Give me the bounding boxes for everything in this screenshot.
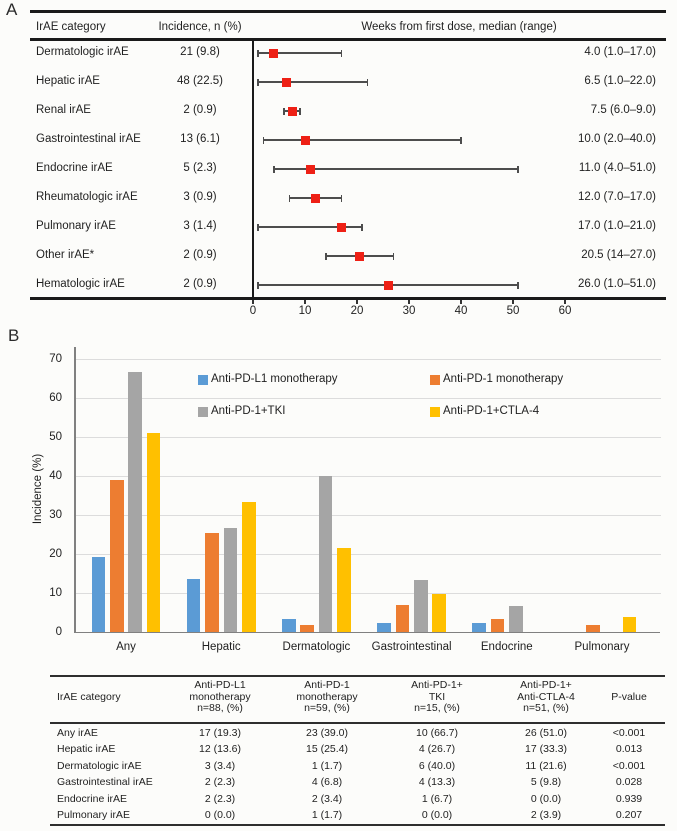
- forest-category-label: Pulmonary irAE: [36, 220, 116, 232]
- bar: [586, 625, 600, 632]
- bar: [396, 605, 410, 632]
- table-cell: 5 (9.8): [530, 776, 562, 789]
- legend-label: Anti-PD-1 monotherapy: [443, 373, 564, 385]
- table-header-line: n=15, (%): [414, 702, 460, 715]
- panel-b-label: B: [8, 326, 20, 345]
- gridline: [76, 554, 661, 555]
- forest-error-bar-cap-left: [257, 224, 259, 231]
- forest-incidence-value: 3 (0.9): [183, 191, 217, 203]
- table-header-cell: IrAE category: [57, 691, 121, 703]
- forest-axis-tick-label: 40: [454, 305, 468, 317]
- forest-incidence-value: 2 (0.9): [183, 278, 217, 290]
- table-header-line: Anti-PD-1+: [411, 679, 463, 691]
- bar: [337, 548, 351, 632]
- table-cell: 2 (3.9): [530, 809, 562, 821]
- table-cell: 17 (19.3): [198, 727, 242, 739]
- table-cell: 0.207: [615, 809, 643, 821]
- bar: [414, 580, 428, 632]
- forest-axis-tick-label: 50: [506, 305, 520, 317]
- forest-incidence-value: 2 (0.9): [183, 249, 217, 261]
- table-cell: 2 (2.3): [204, 792, 236, 805]
- bar: [472, 623, 486, 632]
- table-cell: 17 (33.3): [524, 743, 568, 756]
- table-cell: Hepatic irAE: [57, 743, 116, 756]
- table-header-line: Anti-PD-1: [304, 679, 350, 691]
- forest-error-bar-cap-right: [393, 253, 395, 260]
- forest-error-bar-cap-right: [361, 224, 363, 231]
- bar: [282, 619, 296, 632]
- legend-swatch: [198, 375, 208, 385]
- table-cell: 11 (21.6): [525, 759, 567, 772]
- forest-category-label: Hepatic irAE: [36, 75, 100, 87]
- table-header-line: Anti-PD-1+: [520, 679, 572, 691]
- forest-axis-tick: [512, 300, 513, 304]
- table-cell: 0.939: [615, 792, 643, 805]
- forest-category-label: Endocrine irAE: [36, 162, 113, 174]
- table-cell: <0.001: [612, 759, 646, 772]
- x-category-label: Any: [116, 641, 136, 653]
- table-header-line: Anti-PD-L1: [194, 679, 246, 691]
- forest-axis-tick-label: 60: [558, 305, 572, 317]
- forest-axis-tick-label: 20: [350, 305, 364, 317]
- forest-incidence-value: 3 (1.4): [183, 220, 217, 232]
- forest-error-bar-cap-right: [341, 50, 343, 57]
- forest-error-bar-cap-left: [263, 137, 265, 144]
- table-cell: 4 (26.7): [418, 743, 456, 756]
- forest-range-label: 7.5 (6.0–9.0): [590, 104, 656, 116]
- table-cell: 0.028: [615, 776, 643, 789]
- forest-range-label: 6.5 (1.0–22.0): [584, 75, 656, 87]
- forest-range-label: 12.0 (7.0–17.0): [577, 191, 656, 203]
- legend-label: Anti-PD-1+TKI: [211, 405, 286, 417]
- table-cell: Endocrine irAE: [57, 792, 128, 805]
- forest-axis-tick: [564, 300, 565, 304]
- forest-median-marker: [301, 136, 310, 145]
- bar: [242, 502, 256, 632]
- gridline: [76, 515, 661, 516]
- forest-axis-tick-label: 10: [298, 305, 312, 317]
- forest-category-label: Gastrointestinal irAE: [36, 133, 141, 145]
- bar: [509, 606, 523, 632]
- table-cell: Gastrointestinal irAE: [57, 776, 153, 789]
- forest-error-bar-cap-right: [299, 108, 301, 115]
- legend-label: Anti-PD-L1 monotherapy: [211, 373, 338, 385]
- forest-incidence-value: 5 (2.3): [183, 162, 217, 174]
- table-cell: 0.013: [615, 743, 643, 756]
- forest-axis-tick: [460, 300, 461, 304]
- x-category-label: Dermatologic: [282, 641, 351, 653]
- table-cell: 0 (0.0): [204, 809, 236, 821]
- y-axis-line: [74, 347, 76, 633]
- table-header-line: P-value: [611, 690, 647, 703]
- y-tick-label: 10: [49, 586, 62, 599]
- legend-label: Anti-PD-1+CTLA-4: [443, 405, 540, 417]
- x-axis-line: [74, 632, 660, 633]
- forest-median-marker: [269, 49, 278, 58]
- forest-axis-tick: [304, 300, 305, 304]
- forest-range-label: 10.0 (2.0–40.0): [577, 133, 656, 145]
- forest-category-label: Hematologic irAE: [36, 278, 125, 290]
- table-cell: Dermatologic irAE: [57, 759, 142, 772]
- forest-category-label: Renal irAE: [36, 104, 91, 116]
- table-cell: 2 (3.4): [311, 792, 343, 805]
- table-header-cell: [267, 680, 387, 715]
- forest-median-marker: [355, 252, 364, 261]
- table-cell: 3 (3.4): [204, 759, 236, 772]
- forest-category-label: Other irAE*: [36, 249, 95, 261]
- forest-axis-tick: [252, 300, 253, 304]
- forest-error-bar-cap-right: [367, 79, 369, 86]
- forest-col-header-category: IrAE category: [36, 21, 106, 33]
- forest-error-bar-cap-left: [257, 79, 259, 86]
- forest-axis-tick-label: 30: [402, 305, 416, 317]
- gridline: [76, 476, 661, 477]
- bar: [205, 533, 219, 632]
- legend-swatch: [198, 407, 208, 417]
- gridline: [76, 359, 661, 360]
- table-header-cell: [160, 680, 280, 715]
- forest-category-label: Rheumatologic irAE: [36, 191, 138, 203]
- table-header-rule: [50, 722, 665, 724]
- forest-error-bar: [258, 81, 367, 83]
- forest-range-label: 20.5 (14–27.0): [581, 249, 656, 261]
- bar: [623, 617, 637, 632]
- forest-median-marker: [306, 165, 315, 174]
- table-header-line: n=88, (%): [197, 702, 243, 715]
- table-cell: 0 (0.0): [530, 792, 562, 805]
- forest-category-label: Dermatologic irAE: [36, 46, 129, 58]
- table-cell: 10 (66.7): [415, 727, 459, 739]
- table-cell: 6 (40.0): [418, 759, 456, 772]
- forest-error-bar-cap-left: [283, 108, 285, 115]
- y-tick-label: 20: [49, 547, 62, 560]
- forest-top-rule: [30, 10, 666, 13]
- forest-col-header-weeks: Weeks from first dose, median (range): [361, 21, 557, 33]
- forest-header-rule: [30, 38, 666, 41]
- table-header-cell: [377, 680, 497, 715]
- bar: [128, 372, 142, 632]
- table-cell: 1 (6.7): [421, 792, 453, 805]
- table-cell: 26 (51.0): [524, 727, 568, 739]
- table-header-line: TKI: [428, 690, 446, 703]
- gridline: [76, 398, 661, 399]
- forest-error-bar-cap-left: [289, 195, 291, 202]
- forest-median-marker: [311, 194, 320, 203]
- table-cell: 1 (1.7): [311, 759, 343, 772]
- forest-median-marker: [282, 78, 291, 87]
- forest-error-bar: [263, 139, 461, 141]
- table-cell: 0 (0.0): [421, 809, 453, 821]
- forest-range-label: 26.0 (1.0–51.0): [577, 278, 656, 290]
- forest-error-bar-cap-left: [325, 253, 327, 260]
- y-tick-label: 50: [49, 430, 62, 443]
- forest-incidence-value: 48 (22.5): [176, 75, 224, 87]
- forest-error-bar-cap-right: [460, 137, 462, 144]
- table-header-cell: [569, 692, 677, 704]
- bar: [187, 579, 201, 632]
- forest-bottom-rule: [30, 297, 666, 300]
- table-cell: 15 (25.4): [305, 743, 349, 756]
- x-category-label: Hepatic: [201, 641, 241, 653]
- table-cell: 23 (39.0): [305, 727, 349, 739]
- forest-col-header-incidence: Incidence, n (%): [158, 21, 242, 33]
- bar: [491, 619, 505, 632]
- table-header-line: monotherapy: [296, 690, 358, 703]
- forest-range-label: 17.0 (1.0–21.0): [577, 220, 656, 232]
- y-tick-label: 40: [49, 469, 62, 482]
- bar: [224, 528, 238, 632]
- forest-range-label: 11.0 (4.0–51.0): [578, 162, 656, 174]
- forest-error-bar: [258, 226, 362, 228]
- table-cell: 1 (1.7): [311, 809, 343, 821]
- y-axis-title: Incidence (%): [32, 453, 44, 525]
- legend-swatch: [430, 375, 440, 385]
- bar: [147, 433, 161, 632]
- x-category-label: Pulmonary: [574, 641, 630, 653]
- table-header-line: Anti-CTLA-4: [517, 690, 575, 703]
- gridline: [76, 593, 661, 594]
- gridline: [76, 437, 661, 438]
- forest-axis-tick: [356, 300, 357, 304]
- table-cell: 4 (13.3): [418, 776, 456, 789]
- forest-incidence-value: 2 (0.9): [183, 104, 217, 116]
- table-cell: <0.001: [612, 727, 646, 739]
- table-cell: 12 (13.6): [198, 743, 242, 756]
- forest-axis-tick: [408, 300, 409, 304]
- bar: [92, 557, 106, 632]
- table-header-line: monotherapy: [189, 690, 251, 703]
- bar: [300, 625, 314, 632]
- table-header-line: n=59, (%): [304, 702, 350, 715]
- forest-median-marker: [384, 281, 393, 290]
- table-cell: Any irAE: [57, 727, 98, 739]
- forest-error-bar-cap-left: [257, 282, 259, 289]
- table-cell: Pulmonary irAE: [57, 809, 130, 821]
- y-tick-label: 30: [49, 508, 62, 521]
- forest-incidence-value: 13 (6.1): [180, 133, 220, 145]
- bar: [377, 623, 391, 632]
- table-cell: 4 (6.8): [311, 776, 343, 789]
- table-cell: 2 (2.3): [204, 776, 236, 789]
- table-bottom-rule: [50, 824, 665, 826]
- y-tick-label: 0: [55, 625, 62, 638]
- bar: [432, 594, 446, 632]
- y-tick-label: 60: [49, 391, 62, 404]
- y-tick-label: 70: [49, 352, 62, 365]
- bar: [319, 476, 333, 632]
- table-top-rule: [50, 675, 665, 677]
- x-category-label: Gastrointestinal: [371, 641, 452, 653]
- forest-error-bar-cap-left: [273, 166, 275, 173]
- forest-range-label: 4.0 (1.0–17.0): [584, 46, 656, 58]
- forest-axis-tick-label: 0: [249, 305, 257, 317]
- forest-median-marker: [337, 223, 346, 232]
- forest-median-marker: [288, 107, 297, 116]
- forest-error-bar-cap-left: [257, 50, 259, 57]
- x-category-label: Endocrine: [480, 641, 533, 653]
- forest-incidence-value: 21 (9.8): [180, 46, 220, 58]
- table-header-line: n=51, (%): [523, 702, 569, 715]
- legend-swatch: [430, 407, 440, 417]
- bar: [110, 480, 124, 632]
- forest-error-bar-cap-right: [341, 195, 343, 202]
- panel-a-label: A: [6, 0, 18, 19]
